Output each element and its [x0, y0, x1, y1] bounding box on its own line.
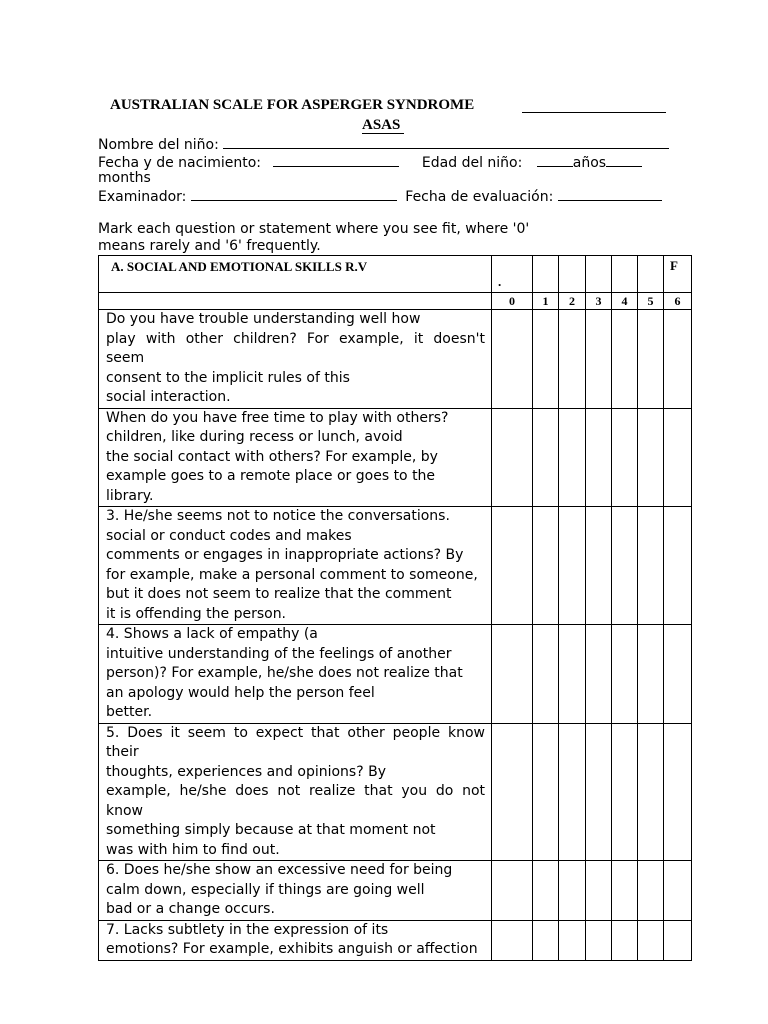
rating-cell[interactable] [533, 625, 559, 724]
question-4-text: 4. Shows a lack of empathy (a intuitive understanding of the feelings of another person)? For example, he/she does not realize that an apology would help the person feel better. [99, 625, 492, 724]
rating-cell[interactable] [559, 507, 586, 625]
question-row [99, 310, 692, 409]
question-6-text: 6. Does he/she show an excessive need for being calm down, especially if things are going well bad or a change occurs. [99, 861, 492, 921]
eval-date-field[interactable] [558, 187, 662, 201]
rating-cell[interactable] [586, 723, 612, 861]
examiner-field[interactable] [191, 187, 397, 201]
examiner-row [98, 187, 662, 206]
rating-cell[interactable] [586, 408, 612, 507]
rating-cell[interactable] [533, 408, 559, 507]
rating-cell[interactable] [559, 723, 586, 861]
child-name-field[interactable] [223, 135, 669, 149]
header-dot: . [492, 256, 533, 293]
instructions-line-2: means rarely and '6' frequently. [98, 238, 321, 254]
birth-age-row [98, 153, 642, 172]
question-7-text: 7. Lacks subtlety in the expression of its emotions? For example, exhibits anguish or affection [99, 920, 492, 960]
rating-cell[interactable] [664, 861, 692, 921]
question-3-text: 3. He/she seems not to notice the conversations. social or conduct codes and makes comments or engages in inappropriate actions? By for example, make a personal comment to someone, but it does not seem to realize that the comment it is offending the person. [99, 507, 492, 625]
scale-label-6: 6 [664, 293, 692, 310]
age-label: Edad del niño: [421, 155, 523, 171]
form-subtitle: ASAS [362, 117, 404, 134]
rating-cell[interactable] [533, 507, 559, 625]
months-label: months [98, 170, 151, 186]
rating-cell[interactable] [638, 507, 664, 625]
rating-cell[interactable] [664, 507, 692, 625]
age-years-field[interactable] [537, 153, 573, 167]
question-row [99, 920, 692, 960]
table-header-row [99, 256, 692, 293]
rating-cell[interactable] [533, 723, 559, 861]
rating-cell[interactable] [559, 861, 586, 921]
rating-cell[interactable] [638, 408, 664, 507]
question-row [99, 625, 692, 724]
birth-label: Fecha y de nacimiento: [98, 155, 262, 171]
question-2-text: When do you have free time to play with others? children, like during recess or lunch, avoid the social contact with others? For example, by example goes to a remote place or goes to the library. [99, 408, 492, 507]
question-row [99, 723, 692, 861]
question-row [99, 861, 692, 921]
form-title: AUSTRALIAN SCALE FOR ASPERGER SYNDROME [110, 97, 475, 113]
rating-cell[interactable] [492, 920, 533, 960]
rating-cell[interactable] [533, 310, 559, 409]
section-title: A. SOCIAL AND EMOTIONAL SKILLS R.V [99, 256, 492, 293]
rating-cell[interactable] [638, 625, 664, 724]
rating-cell[interactable] [492, 310, 533, 409]
scale-label-0: 0 [492, 293, 533, 310]
scale-label-1: 1 [533, 293, 559, 310]
header-f: F [664, 256, 692, 293]
rating-cell[interactable] [559, 408, 586, 507]
rating-cell[interactable] [492, 507, 533, 625]
rating-cell[interactable] [612, 861, 638, 921]
rating-cell[interactable] [492, 723, 533, 861]
rating-cell[interactable] [664, 310, 692, 409]
rating-cell[interactable] [638, 861, 664, 921]
rating-table [98, 255, 692, 961]
rating-cell[interactable] [586, 310, 612, 409]
rating-cell[interactable] [664, 920, 692, 960]
rating-cell[interactable] [612, 920, 638, 960]
child-name-row [98, 135, 669, 154]
rating-cell[interactable] [612, 408, 638, 507]
title-underline [522, 112, 666, 113]
rating-cell[interactable] [612, 625, 638, 724]
rating-cell[interactable] [492, 408, 533, 507]
rating-cell[interactable] [638, 920, 664, 960]
age-months-field[interactable] [606, 153, 642, 167]
years-label: años [572, 155, 607, 171]
rating-cell[interactable] [559, 625, 586, 724]
rating-cell[interactable] [586, 861, 612, 921]
question-row [99, 507, 692, 625]
rating-cell[interactable] [638, 310, 664, 409]
rating-cell[interactable] [638, 723, 664, 861]
examiner-label: Examinador: [98, 189, 187, 205]
instructions-line-1: Mark each question or statement where you see fit, where '0' [98, 221, 530, 237]
rating-cell[interactable] [492, 625, 533, 724]
question-row [99, 408, 692, 507]
rating-cell[interactable] [664, 625, 692, 724]
question-5-text: 5. Does it seem to expect that other people know their thoughts, experiences and opinions? By example, he/she does not realize that you do not know something simply because at that moment not was with him to find out. [99, 723, 492, 861]
rating-cell[interactable] [612, 310, 638, 409]
rating-cell[interactable] [533, 920, 559, 960]
scale-row [99, 293, 692, 310]
scale-label-3: 3 [586, 293, 612, 310]
rating-cell[interactable] [586, 920, 612, 960]
child-name-label: Nombre del niño: [98, 137, 219, 153]
question-1-text: Do you have trouble understanding well how play with other children? For example, it doesn't seem consent to the implicit rules of this social interaction. [99, 310, 492, 409]
rating-cell[interactable] [533, 861, 559, 921]
rating-cell[interactable] [664, 723, 692, 861]
birth-date-field[interactable] [273, 153, 399, 167]
scale-label-4: 4 [612, 293, 638, 310]
rating-cell[interactable] [664, 408, 692, 507]
rating-cell[interactable] [559, 920, 586, 960]
rating-cell[interactable] [586, 507, 612, 625]
rating-cell[interactable] [559, 310, 586, 409]
scale-label-2: 2 [559, 293, 586, 310]
eval-date-label: Fecha de evaluación: [405, 189, 554, 205]
rating-cell[interactable] [586, 625, 612, 724]
scale-label-5: 5 [638, 293, 664, 310]
rating-cell[interactable] [612, 507, 638, 625]
rating-cell[interactable] [612, 723, 638, 861]
rating-cell[interactable] [492, 861, 533, 921]
